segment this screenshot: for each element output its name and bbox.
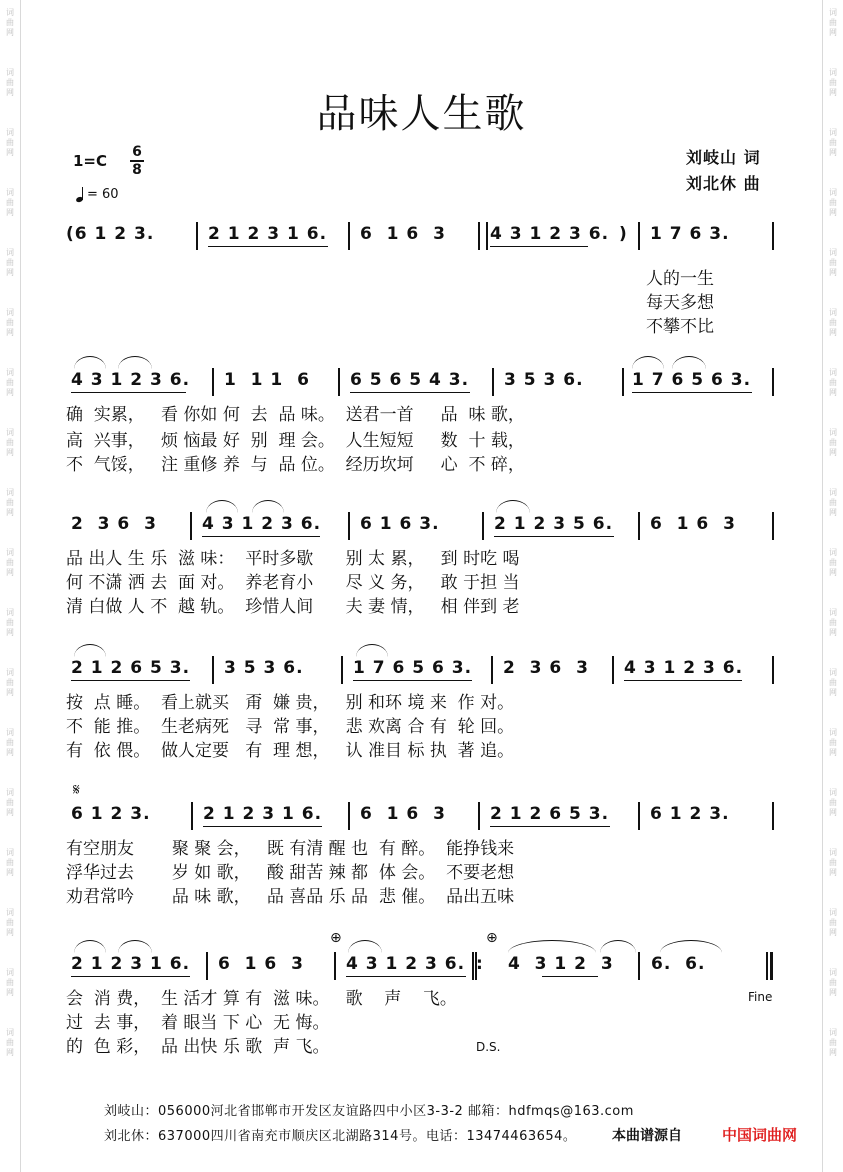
watermark-char: 网 [6,88,14,97]
coda-mark-1: ⊕ [330,930,342,946]
barline [348,512,350,540]
left-watermark-strip [0,0,21,1172]
beam-underline [71,392,186,393]
measure-notes: 4 3 1 2 3 6. [624,658,744,678]
slur [496,500,530,513]
fine-mark: Fine [748,990,773,1004]
barline [766,952,768,980]
watermark-block [6,548,14,578]
watermark-char: 词 [829,188,837,197]
watermark-char: 曲 [6,258,14,267]
watermark-char: 词 [829,848,837,857]
watermark-block [829,968,837,998]
lyric-verse-2: 何 不潇 洒 去 面 对。 养老育小 尽 义 务， 敢 于担 当 [66,573,520,593]
watermark-char: 词 [6,8,14,17]
watermark-char: 词 [6,248,14,257]
lyric-verse-3: 清 白做 人 不 越 轨。 珍惜人间 夫 妻 情， 相 伴到 老 [66,597,520,617]
lyric-verse-3: 的 色 彩， 品 出快 乐 歌 声 飞。 [66,1037,330,1057]
watermark-char: 网 [829,268,837,277]
measure-notes: 1 7 6 5 6 3. [632,370,752,390]
key-signature: 1=C [73,152,108,170]
watermark-block [6,368,14,398]
measure-notes: (6 1 2 3. [66,224,155,244]
watermark-char: 曲 [6,498,14,507]
watermark-char: 曲 [6,738,14,747]
lyric-verse-1: 确 实累， 看 你如 何 去 品 味。 送君一首 品 味 歌， [66,405,525,425]
watermark-block [6,728,14,758]
barline [772,222,774,250]
barlines [66,802,776,830]
measure-notes: 6 1 6 3 [360,224,446,244]
watermark-char: 网 [6,988,14,997]
barline [334,952,336,980]
watermark-block [829,248,837,278]
watermark-char: 词 [829,128,837,137]
beam-underline [71,976,190,977]
measure-notes: 2 1 2 6 5 3. [490,804,610,824]
barlines [66,222,776,250]
barline [472,952,474,980]
meter-top: 6 [130,144,144,162]
watermark-char: 词 [6,68,14,77]
watermark-char: 曲 [829,1038,837,1047]
watermark-char: 网 [829,1048,837,1057]
tempo-marking [76,186,119,202]
watermark-char: 词 [829,368,837,377]
watermark-char: 网 [6,808,14,817]
song-title: 品味人生歌 [316,91,527,137]
watermark-char: 网 [6,868,14,877]
lyric-verse-3: 不 气馁， 注 重修 养 与 品 位。 经历坎坷 心 不 碎， [66,455,525,475]
watermark-char: 词 [6,968,14,977]
barline [638,222,640,250]
barline [341,656,343,684]
watermark-block [829,608,837,638]
slur [74,644,106,657]
watermark-char: 曲 [6,918,14,927]
beam-underline [542,976,598,977]
watermark-char: 网 [6,448,14,457]
watermark-char: 曲 [829,438,837,447]
watermark-block [829,428,837,458]
watermark-char: 词 [829,788,837,797]
watermark-char: 网 [829,328,837,337]
measure-notes: 3 5 3 6. [224,658,304,678]
barline [191,802,193,830]
watermark-char: 曲 [829,378,837,387]
barline [190,512,192,540]
watermark-char: 曲 [829,558,837,567]
slur [632,356,664,369]
watermark-block [829,188,837,218]
watermark-block [829,308,837,338]
watermark-char: 曲 [6,78,14,87]
watermark-char: 词 [829,548,837,557]
footer-lyricist-contact: 刘岐山：056000河北省邯郸市开发区友谊路四中小区3-3-2 邮箱：hdfmqs@163.com [104,1104,634,1119]
beam-underline [490,246,588,247]
slur [600,940,636,953]
watermark-char: 词 [6,368,14,377]
watermark-block [6,248,14,278]
watermark-block [829,788,837,818]
lyric-verse-2: 浮华过去 岁 如 歌， 酸 甜苦 辣 都 体 会。 不要老想 [66,863,515,883]
watermark-char: 曲 [6,618,14,627]
watermark-char: 词 [6,668,14,677]
lyric-verse-1: 有空朋友 聚 聚 会， 既 有清 醒 也 有 醉。 能挣钱来 [66,839,515,859]
segno-mark: 𝄋 [73,780,80,799]
watermark-char: 曲 [6,798,14,807]
lyricist-credit: 刘岐山 词 [686,148,761,167]
watermark-char: 曲 [6,438,14,447]
watermark-block [829,8,837,38]
lyric-verse-2: 高 兴事， 烦 恼最 好 别 理 会。 人生短短 数 十 载， [66,431,525,451]
slur [356,644,388,657]
measure-notes: 6 1 6 3 [360,804,446,824]
watermark-char: 网 [6,688,14,697]
watermark-char: 曲 [829,978,837,987]
watermark-char: 网 [6,748,14,757]
watermark-char: 曲 [6,378,14,387]
watermark-block [6,8,14,38]
measure-notes: 6. 6. [651,954,706,974]
watermark-char: 网 [829,148,837,157]
measure-notes: 1 1 1 6 [224,370,310,390]
watermark-char: 网 [829,808,837,817]
watermark-block [6,788,14,818]
watermark-char: 曲 [6,138,14,147]
watermark-char: 词 [829,488,837,497]
beam-underline [490,826,610,827]
lyric-verse-1: 人的一生 [646,269,714,289]
watermark-char: 网 [6,928,14,937]
slur [508,940,596,953]
slur [348,940,382,953]
watermark-char: 网 [829,388,837,397]
watermark-block [6,428,14,458]
composer-credit: 刘北休 曲 [686,174,761,193]
watermark-block [829,548,837,578]
watermark-char: 网 [829,568,837,577]
measure-notes: 2 1 2 3 1 6. [203,804,323,824]
watermark-char: 网 [6,568,14,577]
watermark-char: 词 [829,248,837,257]
watermark-char: 网 [829,988,837,997]
right-watermark-strip [822,0,843,1172]
watermark-char: 网 [829,748,837,757]
measure-notes: 6 1 6 3 [650,514,736,534]
measure-notes: 3 5 3 6. [504,370,584,390]
barline [638,802,640,830]
watermark-char: 曲 [6,198,14,207]
beam-underline [346,976,466,977]
beam-underline [632,392,752,393]
measure-notes: 6 1 6 3. [360,514,440,534]
measure-notes: 4 3 1 2 3 6. [346,954,466,974]
slur [660,940,722,953]
watermark-char: 曲 [829,78,837,87]
measure-notes: 6 1 2 3. [650,804,730,824]
coda-mark-2: ⊕ [486,930,498,946]
beam-underline [71,680,190,681]
measure-notes: 2 1 2 3 1 6. [208,224,328,244]
watermark-char: 词 [6,848,14,857]
beam-underline [203,826,322,827]
watermark-char: 词 [6,428,14,437]
measure-notes: 2 1 2 6 5 3. [71,658,191,678]
watermark-block [829,668,837,698]
watermark-block [829,728,837,758]
slur [252,500,284,513]
barline [491,656,493,684]
watermark-char: 曲 [829,678,837,687]
lyric-verse-2: 每天多想 [646,293,714,313]
watermark-char: 曲 [6,858,14,867]
watermark-char: 曲 [829,858,837,867]
watermark-block [6,1028,14,1058]
lyric-verse-2: 过 去 事， 着 眼当 下 心 无 悔。 [66,1013,330,1033]
measure-notes: 1 7 6 5 6 3. [353,658,473,678]
lyric-verse-3: 劝君常吟 品 味 歌， 品 喜品 乐 品 悲 催。 品出五味 [66,887,515,907]
barline [770,952,773,980]
lyric-verse-1: 品 出人 生 乐 滋 味： 平时多歇 别 太 累， 到 时吃 喝 [66,549,520,569]
watermark-block [829,488,837,518]
beam-underline [353,680,472,681]
watermark-char: 曲 [6,318,14,327]
slur [74,356,106,369]
measure-notes: 2 1 2 3 1 6. [71,954,191,974]
beam-underline [208,246,328,247]
watermark-char: 曲 [829,918,837,927]
barline [475,952,477,980]
watermark-char: 词 [829,908,837,917]
lyric-verse-2: 不 能 推。 生老病死 寻 常 事， 悲 欢离 合 有 轮 回。 [66,717,515,737]
measure-notes: 6 5 6 5 4 3. [350,370,470,390]
barline [196,222,198,250]
watermark-char: 网 [6,328,14,337]
watermark-char: 网 [829,448,837,457]
watermark-char: 词 [6,908,14,917]
barline [206,952,208,980]
watermark-char: 网 [829,208,837,217]
watermark-char: 曲 [829,798,837,807]
watermark-block [6,908,14,938]
tempo-value: = 60 [87,186,119,202]
watermark-char: 曲 [829,498,837,507]
barline [486,222,488,250]
slur [118,356,152,369]
measure-notes: 4 3 1 2 3 6. [202,514,322,534]
lyric-verse-1: 会 消 费， 生 活才 算 有 滋 味。 歌 声 飞。 [66,989,457,1009]
barlines [66,512,776,540]
watermark-block [6,848,14,878]
quarter-note-icon [76,186,85,202]
footer-composer-contact: 刘北休：637000四川省南充市顺庆区北湖路314号。电话：13474463654。 [104,1129,577,1144]
watermark-char: 曲 [6,558,14,567]
watermark-char: 网 [6,208,14,217]
watermark-char: 网 [829,28,837,37]
barline [772,802,774,830]
watermark-char: 词 [829,1028,837,1037]
watermark-char: 词 [829,728,837,737]
ds-mark: D.S. [476,1040,501,1054]
barline [338,368,340,396]
barline [772,512,774,540]
lyric-verse-3: 有 依 偎。 做人定要 有 理 想， 认 准目 标 执 著 追。 [66,741,515,761]
watermark-block [6,188,14,218]
watermark-char: 词 [6,188,14,197]
watermark-block [829,908,837,938]
barline [212,368,214,396]
watermark-char: 网 [829,88,837,97]
watermark-char: 词 [6,728,14,737]
watermark-char: 词 [6,1028,14,1037]
watermark-char: 词 [829,968,837,977]
measure-notes: 4 3 1 2 3 6. [71,370,191,390]
watermark-char: 词 [829,8,837,17]
watermark-char: 词 [829,668,837,677]
watermark-char: 词 [6,608,14,617]
watermark-char: 网 [829,928,837,937]
beam-underline [350,392,470,393]
measure-notes: 1 7 6 3. [650,224,730,244]
barline [492,368,494,396]
watermark-block [6,668,14,698]
watermark-char: 网 [6,268,14,277]
barline [772,368,774,396]
watermark-char: 曲 [6,678,14,687]
watermark-char: 网 [829,508,837,517]
measure-notes: : [476,954,484,974]
watermark-char: 网 [6,1048,14,1057]
beam-underline [494,536,614,537]
watermark-block [6,608,14,638]
watermark-char: 词 [6,488,14,497]
watermark-char: 曲 [829,258,837,267]
watermark-char: 曲 [6,978,14,987]
beam-underline [202,536,320,537]
watermark-char: 词 [6,128,14,137]
watermark-char: 词 [6,308,14,317]
lyric-verse-3: 不攀不比 [646,317,714,337]
watermark-char: 词 [6,788,14,797]
watermark-block [829,1028,837,1058]
watermark-block [6,488,14,518]
barline [478,802,480,830]
watermark-char: 曲 [829,138,837,147]
measure-notes: 2 3 6 3 [503,658,589,678]
measure-notes: 2 3 6 3 [71,514,157,534]
slur [118,940,152,953]
source-site-link[interactable]: 中国词曲网 [722,1126,798,1144]
watermark-char: 网 [829,688,837,697]
watermark-block [6,968,14,998]
watermark-char: 曲 [6,18,14,27]
watermark-char: 网 [6,388,14,397]
slur [74,940,106,953]
measure-notes: 4 3 1 2 3 6. [490,224,610,244]
watermark-char: 曲 [829,618,837,627]
barline [772,656,774,684]
slur [672,356,706,369]
measure-notes: 2 1 2 3 5 6. [494,514,614,534]
watermark-char: 网 [6,628,14,637]
watermark-char: 词 [829,308,837,317]
watermark-char: 曲 [829,738,837,747]
watermark-char: 网 [829,628,837,637]
watermark-char: 网 [6,148,14,157]
watermark-char: 曲 [829,18,837,27]
measure-notes: 4 3 1 2 3 [508,954,614,974]
barline [348,802,350,830]
watermark-char: 词 [829,608,837,617]
measure-notes: ) [619,224,628,244]
watermark-char: 网 [829,868,837,877]
watermark-char: 网 [6,28,14,37]
barline [478,222,480,250]
time-signature [130,144,144,178]
slur [206,500,238,513]
watermark-block [829,848,837,878]
watermark-block [829,368,837,398]
watermark-char: 曲 [829,318,837,327]
watermark-char: 曲 [829,198,837,207]
watermark-char: 词 [829,428,837,437]
beam-underline [624,680,742,681]
barline [612,656,614,684]
watermark-char: 词 [6,548,14,557]
barline [348,222,350,250]
barline [638,512,640,540]
watermark-block [6,308,14,338]
barline [212,656,214,684]
lyric-verse-1: 按 点 睡。 看上就买 甭 嫌 贵， 别 和环 境 来 作 对。 [66,693,515,713]
meter-bottom: 8 [132,162,142,178]
barline [482,512,484,540]
barline [622,368,624,396]
measure-notes: 6 1 6 3 [218,954,304,974]
measure-notes: 6 1 2 3. [71,804,151,824]
watermark-char: 曲 [6,1038,14,1047]
barline [638,952,640,980]
watermark-char: 网 [6,508,14,517]
source-label: 本曲谱源自 [612,1128,682,1144]
watermark-char: 词 [829,68,837,77]
